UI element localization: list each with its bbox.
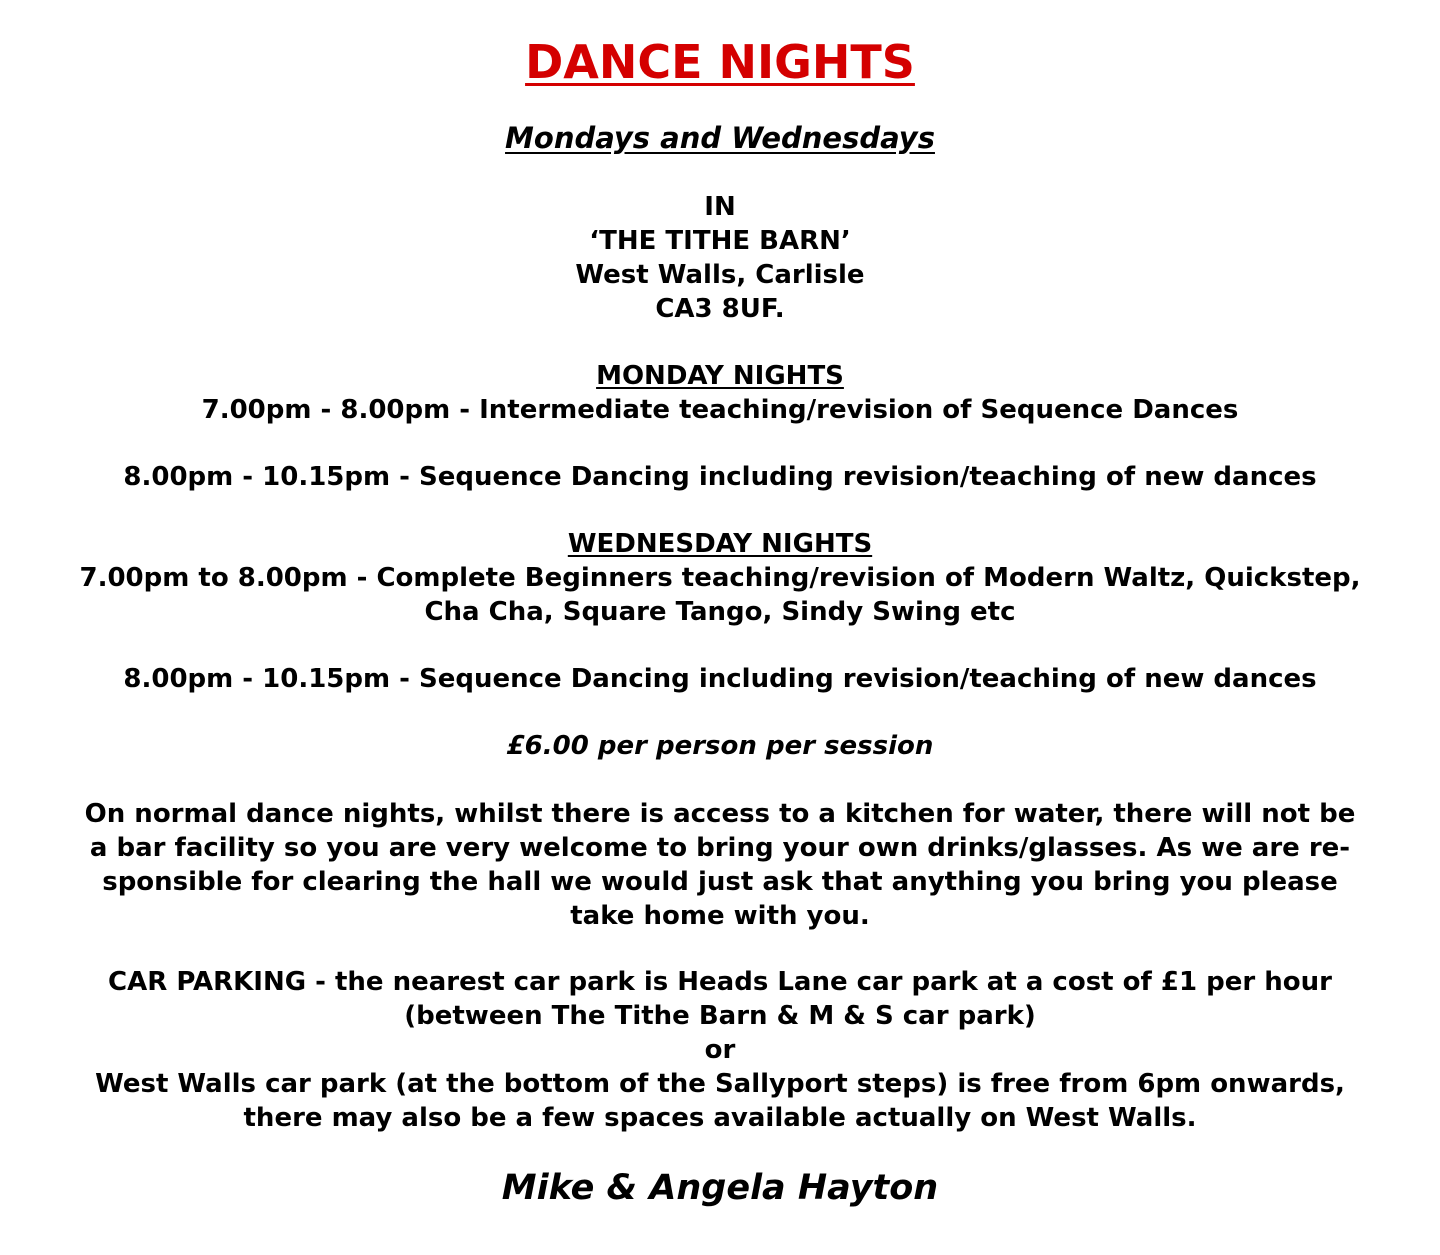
venue-in: IN [704, 192, 736, 222]
monday-session-1: 7.00pm - 8.00pm - Intermediate teaching/revision of Sequence Dances [201, 395, 1239, 425]
wednesday-heading: WEDNESDAY NIGHTS [567, 529, 873, 559]
parking-line: (between The Tithe Barn & M & S car park) [404, 1001, 1036, 1031]
monday-session-2: 8.00pm - 10.15pm - Sequence Dancing including revision/teaching of new dances [123, 462, 1317, 492]
price-text: £6.00 per person per session [506, 731, 934, 761]
page-title: DANCE NIGHTS [525, 35, 915, 89]
wednesday-session-2: 8.00pm - 10.15pm - Sequence Dancing including revision/teaching of new dances [123, 664, 1317, 694]
notice-line: On normal dance nights, whilst there is access to a kitchen for water, there will not be [84, 799, 1356, 829]
parking-line: there may also be a few spaces available actually on West Walls. [243, 1103, 1197, 1133]
days-subtitle: Mondays and Wednesdays [505, 121, 935, 155]
monday-heading: MONDAY NIGHTS [596, 361, 844, 391]
venue-name: ‘THE TITHE BARN’ [589, 226, 851, 256]
venue-address: West Walls, Carlisle [575, 260, 865, 290]
wednesday-session-1-line-2: Cha Cha, Square Tango, Sindy Swing etc [424, 597, 1016, 627]
notice-line: take home with you. [570, 901, 870, 931]
wednesday-session-1-line-1: 7.00pm to 8.00pm - Complete Beginners teaching/revision of Modern Waltz, Quickstep, [79, 563, 1361, 593]
parking-line: or [704, 1035, 736, 1065]
notice-line: a bar facility so you are very welcome to bring your own drinks/glasses. As we are re- [89, 833, 1351, 863]
notice-line: sponsible for clearing the hall we would just ask that anything you bring you please [102, 867, 1338, 897]
parking-line: CAR PARKING - the nearest car park is Heads Lane car park at a cost of £1 per hour [108, 967, 1332, 997]
venue-postcode: CA3 8UF. [655, 294, 785, 324]
signature: Mike & Angela Hayton [501, 1168, 939, 1208]
parking-line: West Walls car park (at the bottom of the Sallyport steps) is free from 6pm onwards, [95, 1069, 1345, 1099]
